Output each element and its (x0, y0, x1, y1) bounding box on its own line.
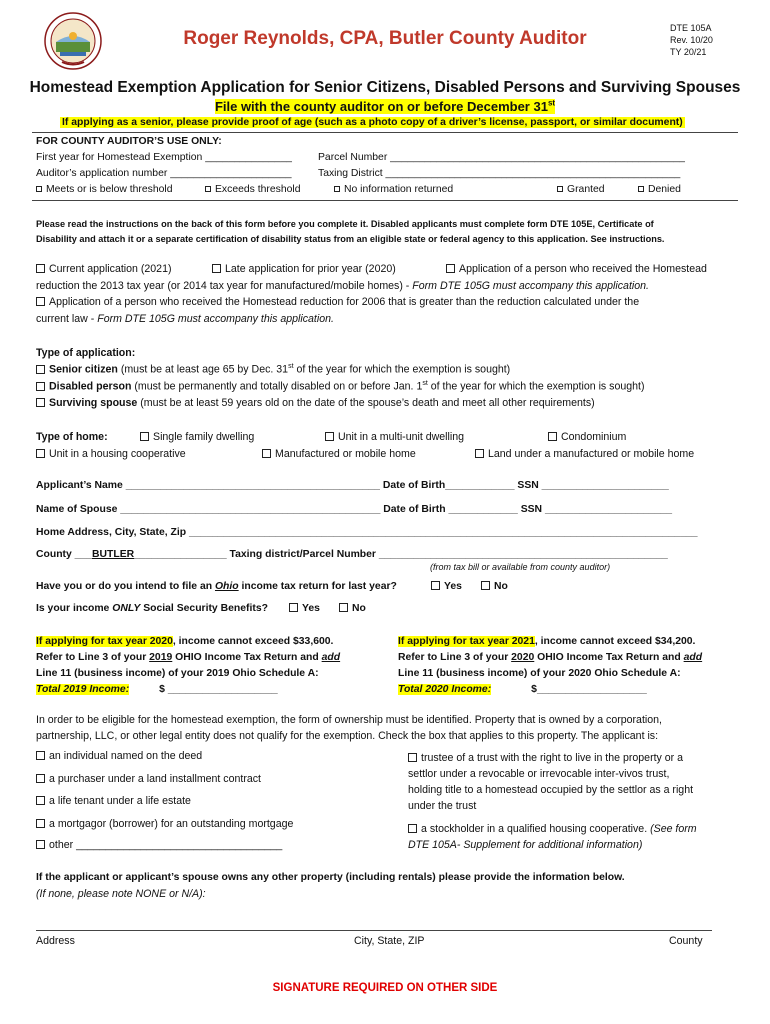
other-option[interactable]: other ___________________________________ (36, 839, 282, 851)
checkbox-icon[interactable] (36, 365, 45, 374)
checkbox-icon[interactable] (36, 751, 45, 760)
county-value: BUTLER (92, 549, 135, 560)
multi-unit-option[interactable]: Unit in a multi-unit dwelling (325, 431, 464, 443)
checkbox-icon[interactable] (289, 603, 298, 612)
taxing-district-field: Taxing District ___________________________________________________ (318, 168, 681, 179)
stockholder-option[interactable]: a stockholder in a qualified housing cooperative. (See form DTE 105A- Supplement for additional information) (408, 823, 697, 851)
late-application-option[interactable]: Late application for prior year (2020) (212, 263, 396, 275)
mortgagor-option[interactable]: a mortgagor (borrower) for an outstanding mortgage (36, 818, 293, 830)
surviving-spouse-option[interactable]: Surviving spouse (must be at least 59 years old on the date of the spouse’s death and meet all other requirements) (36, 397, 595, 409)
income-2021-block: If applying for tax year 2021, income cannot exceed $34,200. Refer to Line 3 of your 2020 OHIO Income Tax Return and add Line 11 (business income) of your 2020 Ohio Schedule A: Total 2020 Income: $___________________ (398, 636, 703, 695)
checkbox-icon[interactable] (557, 186, 563, 192)
checkbox-icon[interactable] (431, 581, 440, 590)
total-2019-income-field[interactable]: $ ___________________ (159, 684, 278, 695)
meets-threshold-option[interactable]: Meets or is below threshold (36, 184, 172, 195)
checkbox-icon[interactable] (334, 186, 340, 192)
granted-option[interactable]: Granted (557, 184, 605, 195)
instructions-line-2: Disability and attach it or a separate certification of disability status from an eligible state or federal agency to this application. See instructions. (36, 234, 665, 244)
signature-required-note: SIGNATURE REQUIRED ON OTHER SIDE (272, 982, 498, 994)
ohio-no-option[interactable]: No (481, 581, 508, 592)
first-year-field: First year for Homestead Exemption _______________ (36, 152, 292, 163)
checkbox-icon[interactable] (212, 264, 221, 273)
other-property-note: (If none, please note NONE or N/A): (36, 888, 206, 900)
applicant-name-field[interactable]: Applicant’s Name ____________________________________________ Date of Birth____________ SSN ______________________ (36, 480, 669, 491)
total-2020-income-field[interactable]: $___________________ (531, 684, 647, 695)
proof-of-age-note: If applying as a senior, please provide proof of age (such as a photo copy of a driver’s license, passport, or similar document) (62, 117, 683, 128)
divider (32, 132, 738, 133)
filing-deadline: File with the county auditor on or before December 31st (214, 99, 556, 115)
divider (32, 200, 738, 201)
form-id-block (670, 22, 713, 58)
checkbox-icon[interactable] (638, 186, 644, 192)
checkbox-icon[interactable] (325, 432, 334, 441)
parcel-number-field: Parcel Number ___________________________________________________ (318, 152, 685, 163)
social-security-question: Is your income ONLY Social Security Benefits? (36, 603, 268, 614)
housing-cooperative-option[interactable]: Unit in a housing cooperative (36, 448, 186, 460)
ownership-intro-1: In order to be eligible for the homestead exemption, the form of ownership must be identified. Property that is owned by a corporation, (36, 714, 662, 726)
checkbox-icon[interactable] (446, 264, 455, 273)
homestead-2006-continued: current law - Form DTE 105G must accompany this application. (36, 313, 334, 325)
land-under-home-option[interactable]: Land under a manufactured or mobile home (475, 448, 694, 460)
type-of-home-heading: Type of home: (36, 431, 108, 443)
type-of-application-heading: Type of application: (36, 347, 136, 359)
checkbox-icon[interactable] (262, 449, 271, 458)
county-field[interactable]: County ___BUTLER________________ Taxing district/Parcel Number __________________________________________________ (36, 549, 668, 560)
checkbox-icon[interactable] (481, 581, 490, 590)
auditor-use-heading: FOR COUNTY AUDITOR’S USE ONLY: (36, 136, 222, 147)
checkbox-icon[interactable] (36, 186, 42, 192)
spouse-name-field[interactable]: Name of Spouse _____________________________________________ Date of Birth ____________ SSN ______________________ (36, 504, 673, 515)
checkbox-icon[interactable] (36, 264, 45, 273)
deed-option[interactable]: an individual named on the deed (36, 750, 202, 762)
manufactured-home-option[interactable]: Manufactured or mobile home (262, 448, 416, 460)
checkbox-icon[interactable] (36, 774, 45, 783)
checkbox-icon[interactable] (205, 186, 211, 192)
ss-yes-option[interactable]: Yes (289, 603, 320, 614)
checkbox-icon[interactable] (140, 432, 149, 441)
life-tenant-option[interactable]: a life tenant under a life estate (36, 795, 191, 807)
disabled-person-option[interactable]: Disabled person (must be permanently and totally disabled on or before Jan. 1st of the year for which the exemption is sought) (36, 380, 645, 393)
home-address-field[interactable]: Home Address, City, State, Zip ________________________________________________________________________________________ (36, 527, 698, 538)
single-family-option[interactable]: Single family dwelling (140, 431, 254, 443)
ohio-return-question: Have you or do you intend to file an Ohio income tax return for last year? (36, 581, 397, 592)
homestead-2013-option[interactable]: Application of a person who received the Homestead (446, 263, 707, 275)
denied-option[interactable]: Denied (638, 184, 681, 195)
checkbox-icon[interactable] (36, 297, 45, 306)
col-county: County (669, 935, 703, 947)
ss-no-option[interactable]: No (339, 603, 366, 614)
homestead-2013-continued: reduction the 2013 tax year (or 2014 tax year for manufactured/mobile homes) - Form DTE 105G must accompany this application. (36, 280, 649, 292)
current-application-option[interactable]: Current application (2021) (36, 263, 172, 275)
checkbox-icon[interactable] (36, 819, 45, 828)
ownership-intro-2: partnership, LLC, or other legal entity does not qualify for the exemption. Check the box that applies to this property. The applicant is: (36, 730, 659, 742)
homestead-2006-option[interactable]: Application of a person who received the Homestead reduction for 2006 that is greater than the reduction calculated under the (36, 296, 639, 308)
other-property-heading: If the applicant or applicant’s spouse owns any other property (including rentals) please provide the information below. (36, 872, 625, 883)
checkbox-icon[interactable] (36, 796, 45, 805)
form-revision: Rev. 10/20 (670, 35, 713, 45)
instructions-line-1: Please read the instructions on the back of this form before you complete it. Disabled applicants must complete form DTE 105E, Certificate of (36, 219, 654, 229)
land-contract-option[interactable]: a purchaser under a land installment contract (36, 773, 261, 785)
form-code: DTE 105A (670, 23, 712, 33)
income-2020-block: If applying for tax year 2020, income cannot exceed $33,600. Refer to Line 3 of your 2019 OHIO Income Tax Return and add Line 11 (business income) of your 2019 Ohio Schedule A: Total 2019 Income: $ ___________________ (36, 636, 341, 695)
senior-citizen-option[interactable]: Senior citizen (must be at least age 65 by Dec. 31st of the year for which the exemption is sought) (36, 363, 510, 376)
auditor-title: Roger Reynolds, CPA, Butler County Auditor (183, 28, 587, 49)
checkbox-icon[interactable] (36, 398, 45, 407)
checkbox-icon[interactable] (36, 382, 45, 391)
checkbox-icon[interactable] (36, 449, 45, 458)
checkbox-icon[interactable] (408, 824, 417, 833)
trustee-option[interactable]: trustee of a trust with the right to live in the property or a settlor under a revocable or irrevocable inter-vivos trust, holding title to a homestead occupied by the settlor as a right under the trust (408, 752, 694, 812)
checkbox-icon[interactable] (475, 449, 484, 458)
tax-bill-note: (from tax bill or available from county auditor) (430, 562, 611, 572)
checkbox-icon[interactable] (408, 753, 417, 762)
checkbox-icon[interactable] (36, 840, 45, 849)
no-info-option[interactable]: No information returned (334, 184, 453, 195)
ohio-yes-option[interactable]: Yes (431, 581, 462, 592)
form-title: Homestead Exemption Application for Senior Citizens, Disabled Persons and Surviving Spouses (29, 79, 741, 96)
checkbox-icon[interactable] (339, 603, 348, 612)
exceeds-threshold-option[interactable]: Exceeds threshold (205, 184, 300, 195)
application-number-field: Auditor’s application number _____________________ (36, 168, 292, 179)
other-property-line[interactable] (36, 930, 712, 931)
filing-deadline-text: File with the county auditor on or before December 31 (214, 99, 548, 115)
col-address: Address (36, 935, 75, 947)
checkbox-icon[interactable] (548, 432, 557, 441)
condominium-option[interactable]: Condominium (548, 431, 626, 443)
col-city-state-zip: City, State, ZIP (354, 935, 425, 947)
form-tax-year: TY 20/21 (670, 47, 707, 57)
